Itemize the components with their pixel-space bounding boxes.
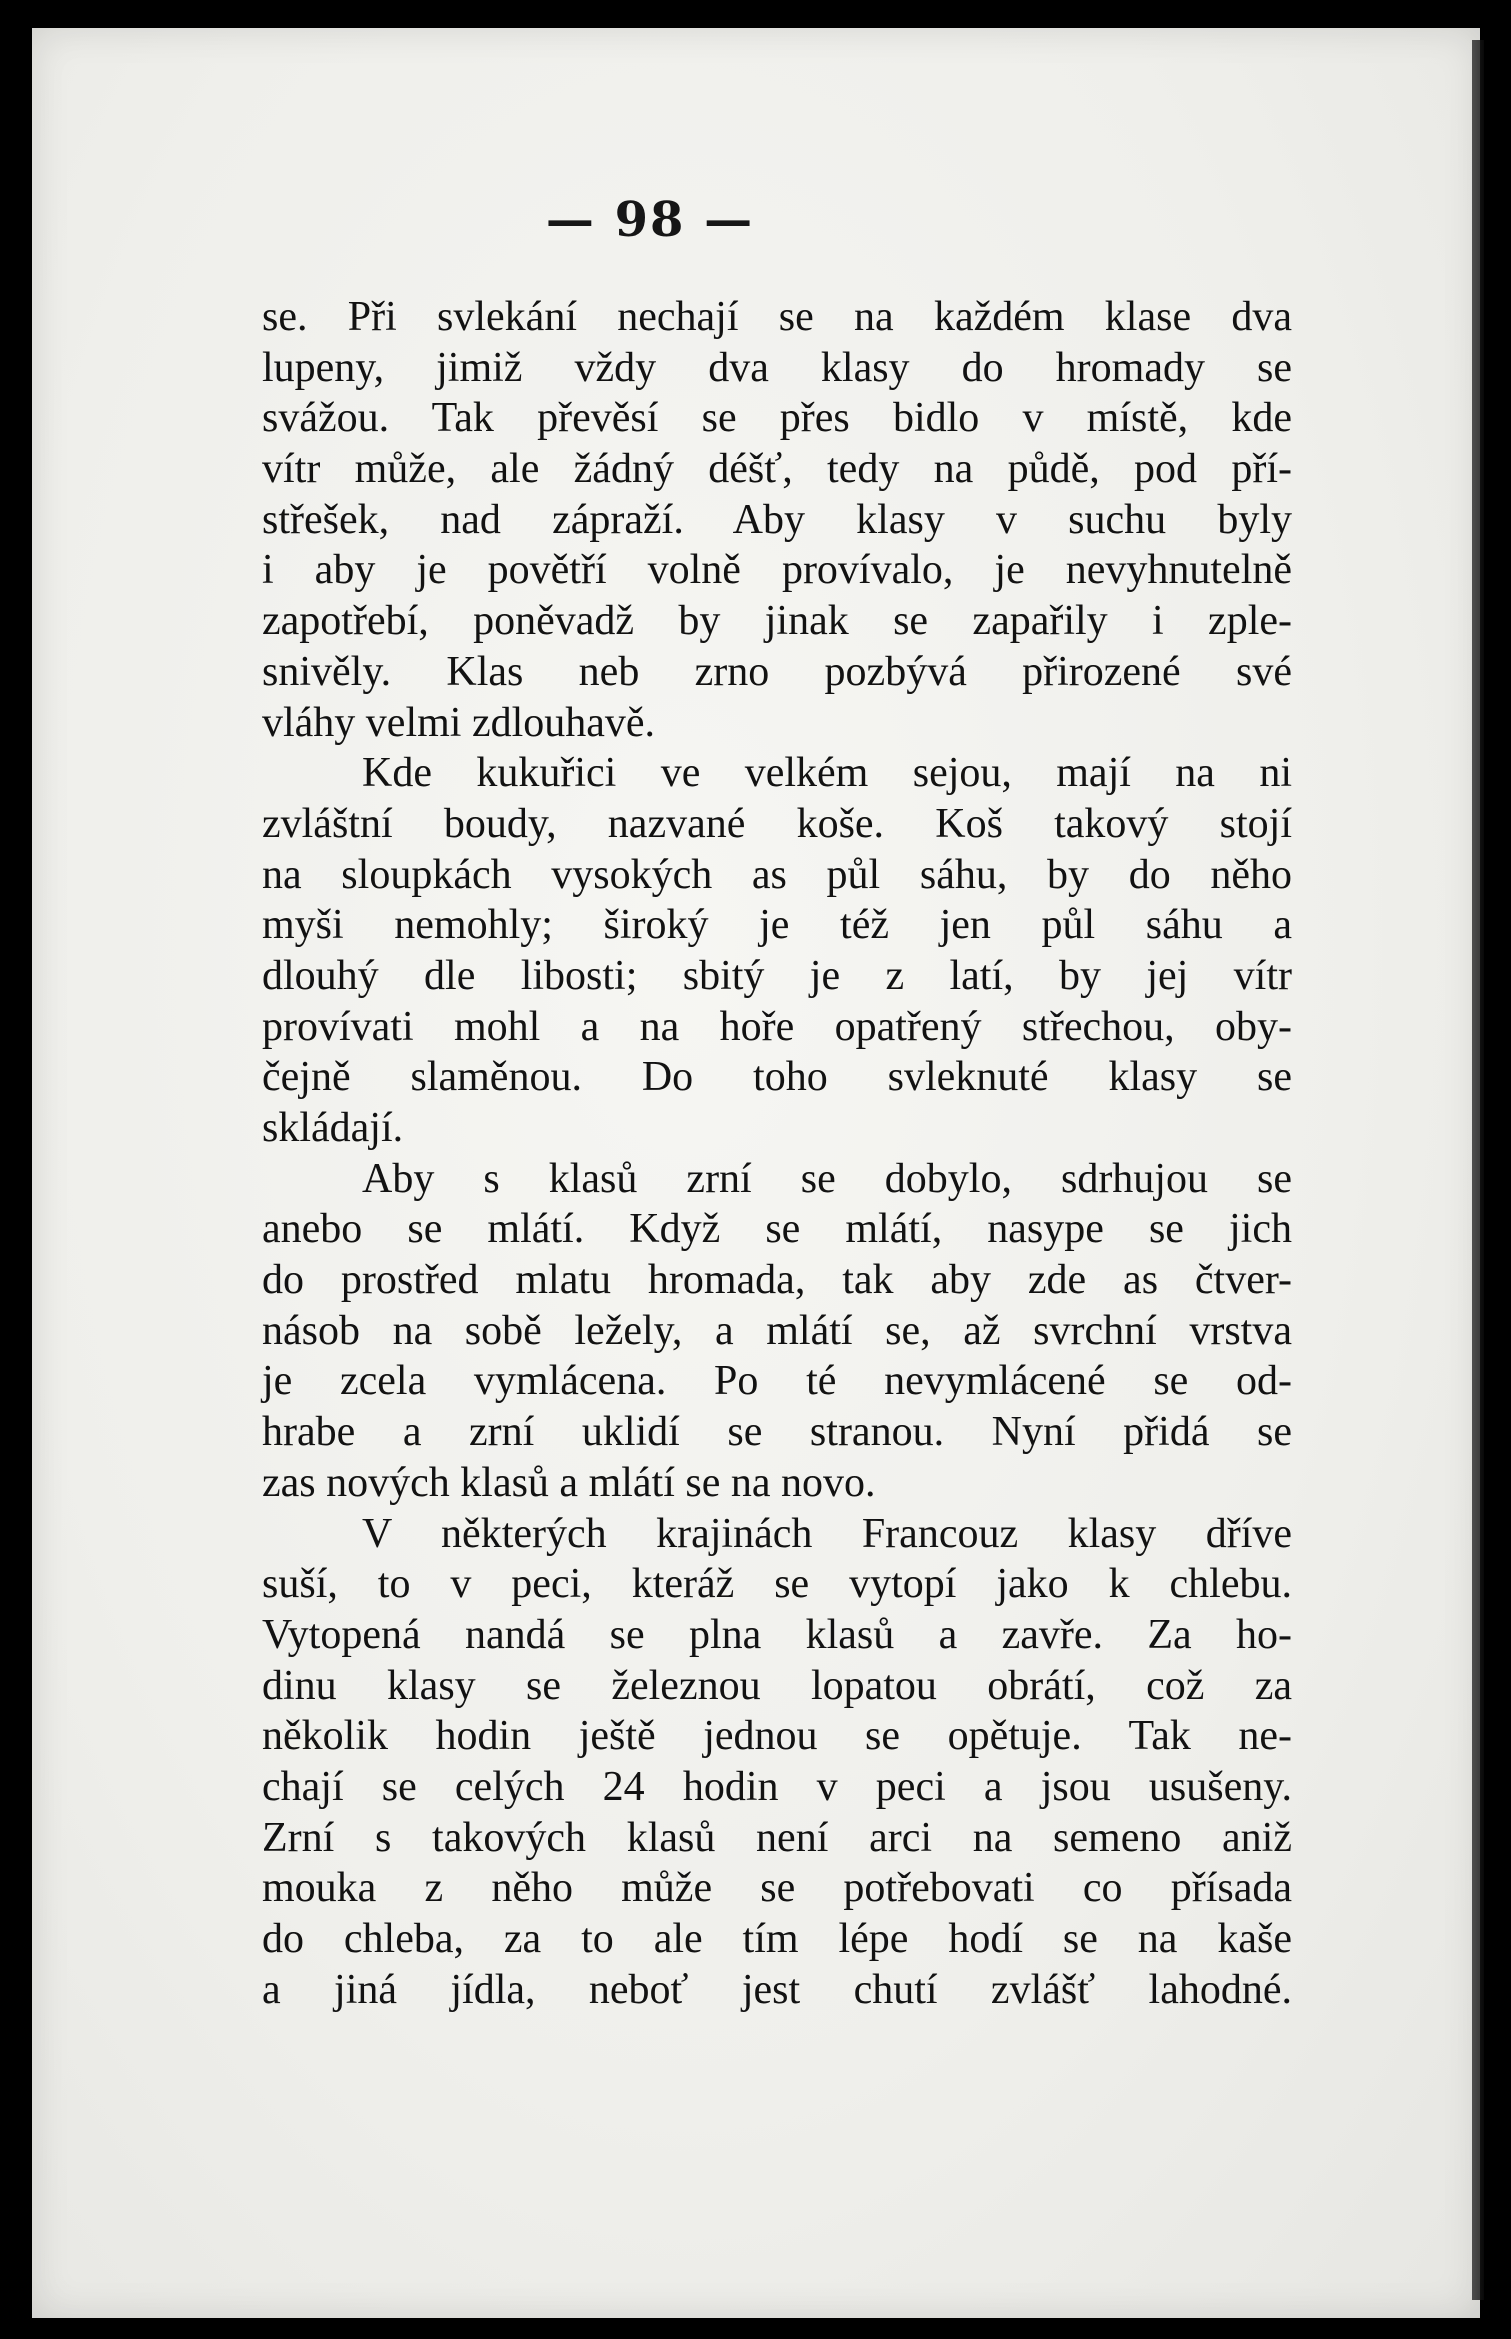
paragraph-4 xyxy=(262,1509,1292,2016)
text-line: je zcela vymlácena. Po té nevymlácené se od- xyxy=(262,1358,1292,1405)
text-line: anebo se mlátí. Když se mlátí, nasype se jich xyxy=(262,1206,1292,1253)
text-line: Kde kukuřici ve velkém sejou, mají na ni xyxy=(362,750,1292,797)
text-line: lupeny, jimiž vždy dva klasy do hromady se xyxy=(262,344,1292,391)
text-line: čejně slaměnou. Do toho svleknuté klasy se xyxy=(262,1054,1292,1101)
text-line: zas nových klasů a mlátí se na novo. xyxy=(262,1459,876,1506)
text-line: Zrní s takových klasů není arci na semeno aniž xyxy=(262,1814,1292,1861)
text-line: suší, to v peci, kteráž se vytopí jako k chlebu. xyxy=(262,1561,1292,1608)
page-number: — 98 — xyxy=(545,192,755,248)
text-line: násob na sobě ležely, a mlátí se, až svrchní vrstva xyxy=(262,1307,1292,1354)
paragraph-2 xyxy=(262,748,1292,1154)
text-line: mouka z něho může se potřebovati co přísada xyxy=(262,1865,1292,1912)
text-line: do chleba, za to ale tím lépe hodí se na kaše xyxy=(262,1916,1292,1962)
text-line: zapotřebí, poněvadž by jinak se zapařily i zple- xyxy=(262,598,1292,645)
text-line: zvláštní boudy, nazvané koše. Koš takový stojí xyxy=(262,800,1292,847)
text-line: na sloupkách vysokých as půl sáhu, by do něho xyxy=(262,851,1292,898)
body-text xyxy=(262,292,1292,2015)
text-line: provívati mohl a na hoře opatřený střechou, oby- xyxy=(262,1003,1292,1050)
paragraph-3 xyxy=(262,1154,1292,1509)
text-line: hrabe a zrní uklidí se stranou. Nyní přidá se xyxy=(262,1409,1292,1456)
text-line: vláhy velmi zdlouhavě. xyxy=(262,699,656,746)
text-line: Aby s klasů zrní se dobylo, sdrhujou se xyxy=(362,1155,1292,1202)
text-line: V některých krajinách Francouz klasy dříve xyxy=(362,1510,1292,1557)
text-line: střešek, nad zápraží. Aby klasy v suchu byly xyxy=(262,496,1292,543)
paragraph-1 xyxy=(262,292,1292,748)
book-spine-edge xyxy=(1472,40,1484,2300)
text-line: několik hodin ještě jednou se opětuje. Tak ne- xyxy=(262,1713,1292,1760)
text-line: dlouhý dle libosti; sbitý je z latí, by jej vítr xyxy=(262,952,1292,999)
text-line: Vytopená nandá se plna klasů a zavře. Za ho- xyxy=(262,1611,1292,1658)
text-line: myši nemohly; široký je též jen půl sáhu a xyxy=(262,902,1292,949)
text-line: svážou. Tak převěsí se přes bidlo v místě, kde xyxy=(262,395,1292,442)
text-line: skládají. xyxy=(262,1105,404,1151)
text-line: se. Při svlekání nechají se na každém klase dva xyxy=(262,294,1292,340)
text-line: chají se celých 24 hodin v peci a jsou usušeny. xyxy=(262,1763,1292,1810)
text-line: vítr může, ale žádný déšť, tedy na půdě, pod pří- xyxy=(262,446,1292,493)
text-line: a jiná jídla, neboť jest chutí zvlášť lahodné. xyxy=(262,1966,1292,2013)
text-line: do prostřed mlatu hromada, tak aby zde as čtver- xyxy=(262,1257,1292,1304)
text-line: snivěly. Klas neb zrno pozbývá přirozené své xyxy=(262,648,1292,695)
text-line: dinu klasy se železnou lopatou obrátí, což za xyxy=(262,1662,1292,1709)
text-line: i aby je povětří volně provívalo, je nevyhnutelně xyxy=(262,547,1292,594)
